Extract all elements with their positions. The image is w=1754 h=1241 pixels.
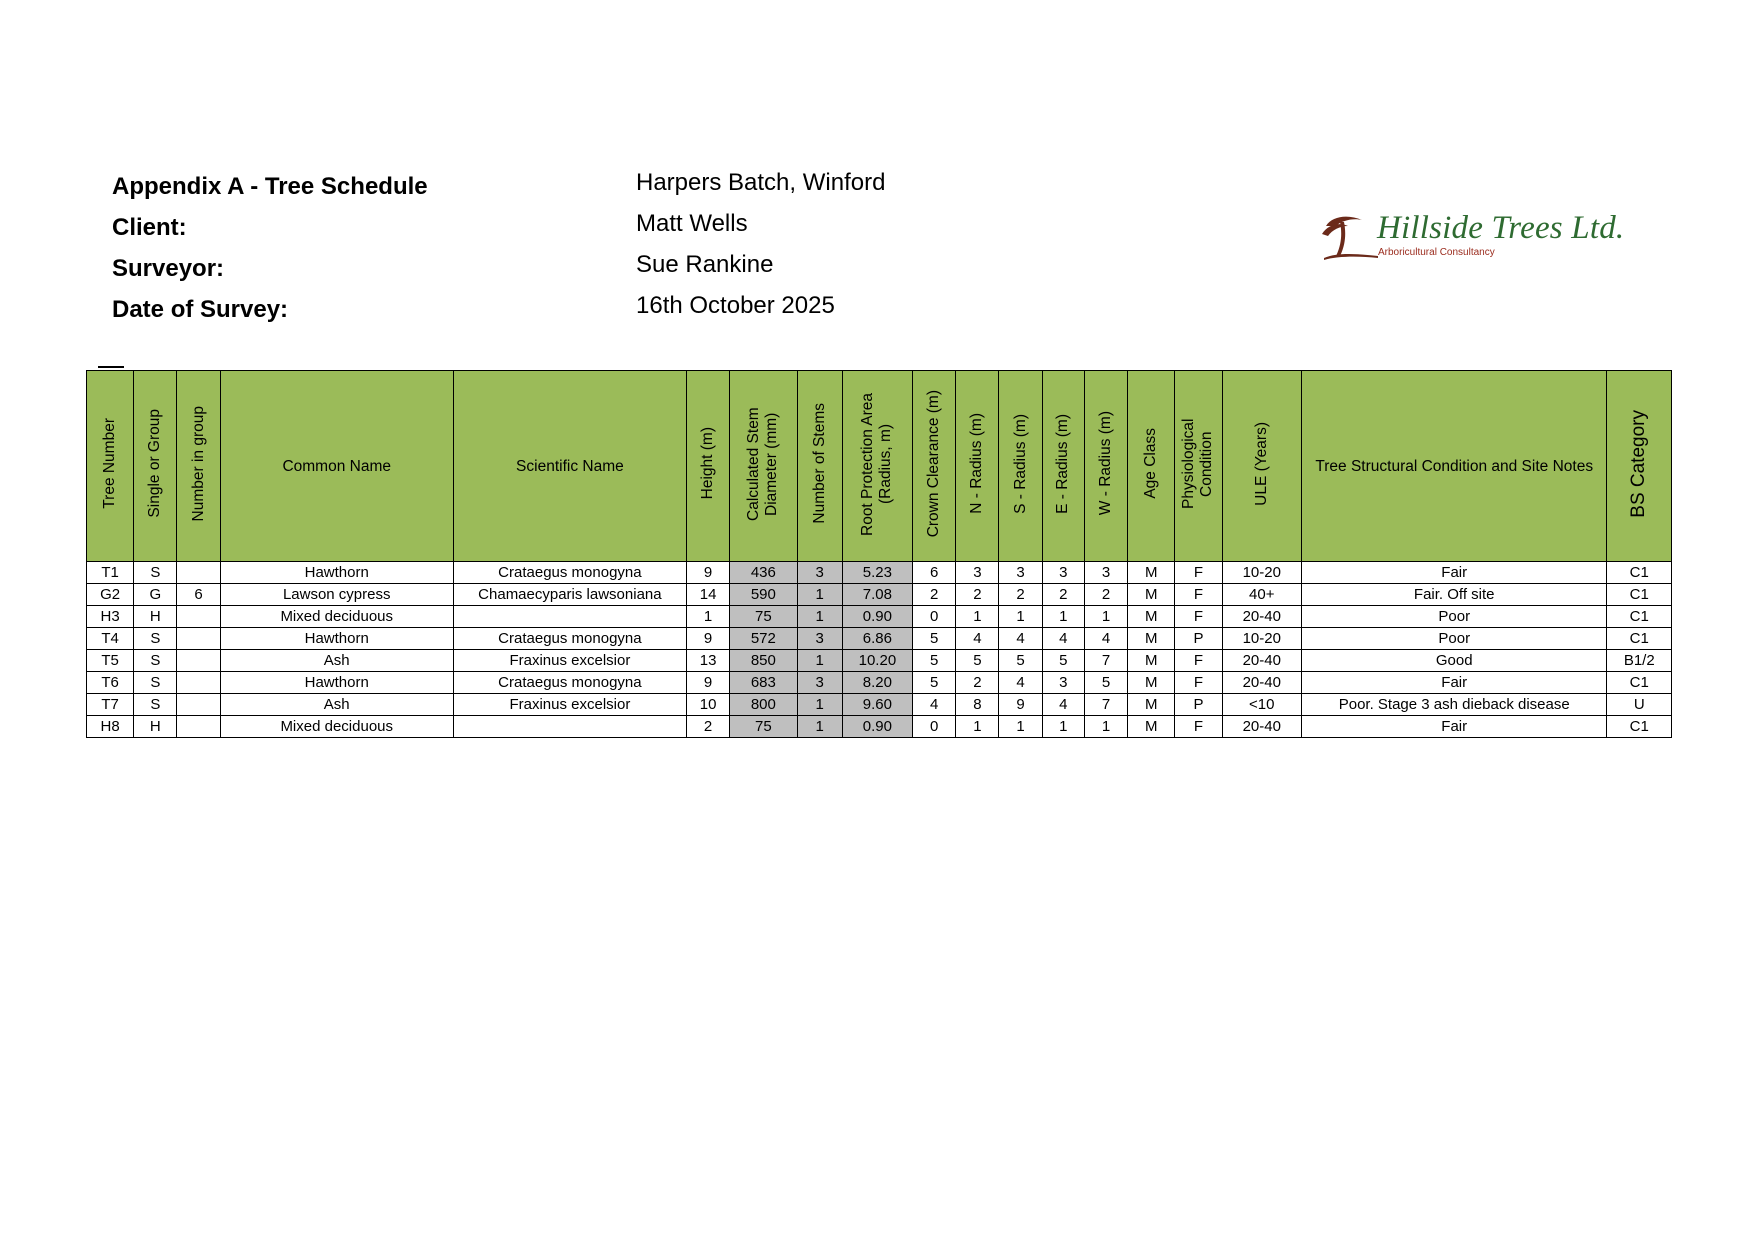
column-header-label: S - Radius (m) — [1011, 413, 1029, 514]
table-row — [87, 716, 1672, 738]
table-cell: F — [1175, 716, 1222, 738]
table-cell: 1 — [797, 716, 842, 738]
table-cell: C1 — [1607, 628, 1672, 650]
table-cell: 8 — [956, 694, 999, 716]
table-cell: 3 — [797, 628, 842, 650]
table-cell: 2 — [956, 584, 999, 606]
col-ule — [1222, 371, 1301, 562]
table-cell: S — [134, 650, 177, 672]
table-cell: 1 — [956, 716, 999, 738]
table-cell: 13 — [686, 650, 729, 672]
marker-line — [98, 366, 124, 368]
table-cell: 2 — [956, 672, 999, 694]
table-row — [87, 694, 1672, 716]
table-cell: T5 — [87, 650, 134, 672]
table-cell: 1 — [797, 694, 842, 716]
col-scientific-name — [453, 371, 686, 562]
table-cell: M — [1128, 672, 1175, 694]
table-cell: P — [1175, 628, 1222, 650]
column-header-label: ULE (Years) — [1252, 421, 1270, 506]
table-cell: G — [134, 584, 177, 606]
table-row — [87, 672, 1672, 694]
table-cell: Crataegus monogyna — [453, 672, 686, 694]
company-logo — [1318, 210, 1628, 266]
site-name: Harpers Batch, Winford — [636, 169, 886, 196]
column-header-label: Single or Group — [146, 409, 164, 518]
table-cell: 1 — [1084, 606, 1127, 628]
table-cell: H — [134, 606, 177, 628]
table-cell: Hawthorn — [220, 672, 453, 694]
table-cell: 6 — [177, 584, 220, 606]
table-cell: Ash — [220, 694, 453, 716]
table-cell: Good — [1301, 650, 1607, 672]
table-cell: Fraxinus excelsior — [453, 650, 686, 672]
table-cell: 5.23 — [842, 562, 912, 584]
table-cell: 14 — [686, 584, 729, 606]
table-cell: 683 — [730, 672, 797, 694]
col-stem-diameter — [730, 371, 797, 562]
tree-logo-icon — [1318, 212, 1380, 264]
table-cell: 4 — [1042, 628, 1084, 650]
table-cell: 590 — [730, 584, 797, 606]
table-cell: B1/2 — [1607, 650, 1672, 672]
table-cell: 0 — [913, 606, 956, 628]
table-cell: Hawthorn — [220, 562, 453, 584]
table-cell: 1 — [1042, 716, 1084, 738]
table-cell: 75 — [730, 606, 797, 628]
table-cell: 1 — [797, 606, 842, 628]
table-row — [87, 584, 1672, 606]
column-header-label: Tree Number — [101, 418, 119, 509]
table-cell: 1 — [999, 716, 1042, 738]
table-cell: Fair — [1301, 716, 1607, 738]
table-cell: 3 — [1084, 562, 1127, 584]
header-labels — [112, 166, 428, 330]
surveyor-label: Surveyor: — [112, 255, 225, 282]
table-cell — [177, 716, 220, 738]
logo-name: Hillside Trees Ltd. — [1377, 210, 1625, 246]
table-cell: 3 — [797, 672, 842, 694]
surveyor-name: Sue Rankine — [636, 251, 774, 278]
table-cell: S — [134, 562, 177, 584]
table-cell: T6 — [87, 672, 134, 694]
table-cell: 3 — [1042, 672, 1084, 694]
table-cell: 4 — [999, 672, 1042, 694]
table-cell: 10 — [686, 694, 729, 716]
table-cell: 800 — [730, 694, 797, 716]
table-cell: 40+ — [1222, 584, 1301, 606]
table-cell: 5 — [1084, 672, 1127, 694]
table-cell: 4 — [913, 694, 956, 716]
table-cell: C1 — [1607, 672, 1672, 694]
table-cell: G2 — [87, 584, 134, 606]
table-cell: S — [134, 694, 177, 716]
table-cell: 3 — [797, 562, 842, 584]
table-cell: 7.08 — [842, 584, 912, 606]
table-cell: 4 — [1042, 694, 1084, 716]
table-row — [87, 562, 1672, 584]
table-cell: 6 — [913, 562, 956, 584]
col-height — [686, 371, 729, 562]
table-cell: 1 — [797, 584, 842, 606]
col-n-radius — [956, 371, 999, 562]
table-cell: 10.20 — [842, 650, 912, 672]
header-values — [636, 162, 885, 326]
table-cell: 2 — [1084, 584, 1127, 606]
table-cell — [177, 672, 220, 694]
table-cell: 9.60 — [842, 694, 912, 716]
table-cell: 4 — [956, 628, 999, 650]
table-cell: H — [134, 716, 177, 738]
col-common-name — [220, 371, 453, 562]
col-single-or-group — [134, 371, 177, 562]
col-e-radius — [1042, 371, 1084, 562]
table-cell: Crataegus monogyna — [453, 562, 686, 584]
table-cell: U — [1607, 694, 1672, 716]
table-cell: Poor. Stage 3 ash dieback disease — [1301, 694, 1607, 716]
table-row — [87, 606, 1672, 628]
table-cell: 20-40 — [1222, 672, 1301, 694]
col-w-radius — [1084, 371, 1127, 562]
table-cell: 4 — [999, 628, 1042, 650]
table-cell: T4 — [87, 628, 134, 650]
survey-date: 16th October 2025 — [636, 292, 835, 319]
client-name: Matt Wells — [636, 210, 748, 237]
table-cell: 10-20 — [1222, 628, 1301, 650]
column-header-label: Root Protection Area (Radius, m) — [859, 391, 895, 536]
table-cell: 850 — [730, 650, 797, 672]
column-header-label: Crown Clearance (m) — [925, 389, 943, 538]
table-header-row — [87, 371, 1672, 562]
table-cell: 572 — [730, 628, 797, 650]
table-cell: M — [1128, 716, 1175, 738]
table-cell — [177, 606, 220, 628]
table-cell: 5 — [956, 650, 999, 672]
table-cell — [453, 716, 686, 738]
table-cell: 9 — [686, 562, 729, 584]
table-cell: C1 — [1607, 606, 1672, 628]
table-cell: 4 — [1084, 628, 1127, 650]
table-body — [87, 562, 1672, 738]
col-structural-notes — [1301, 371, 1607, 562]
table-cell: 9 — [686, 628, 729, 650]
table-cell: 20-40 — [1222, 650, 1301, 672]
table-cell: 5 — [999, 650, 1042, 672]
table-cell: C1 — [1607, 562, 1672, 584]
table-cell: M — [1128, 650, 1175, 672]
table-cell: M — [1128, 694, 1175, 716]
table-cell: 1 — [797, 650, 842, 672]
table-row — [87, 628, 1672, 650]
title-label: Appendix A - Tree Schedule — [112, 173, 428, 200]
table-cell: F — [1175, 672, 1222, 694]
column-header-label: Common Name — [282, 457, 391, 475]
table-cell — [177, 694, 220, 716]
column-header-label: Number of Stems — [810, 403, 828, 524]
col-tree-number — [87, 371, 134, 562]
table-cell — [177, 650, 220, 672]
table-cell: 6.86 — [842, 628, 912, 650]
table-cell: 7 — [1084, 694, 1127, 716]
table-cell: 10-20 — [1222, 562, 1301, 584]
table-cell: 2 — [999, 584, 1042, 606]
table-cell: 5 — [1042, 650, 1084, 672]
table-cell: 3 — [1042, 562, 1084, 584]
table-cell: 2 — [1042, 584, 1084, 606]
table-cell — [177, 562, 220, 584]
column-header-label: Calculated Stem Diameter (mm) — [745, 406, 781, 521]
table-cell: 75 — [730, 716, 797, 738]
column-header-label: Height (m) — [699, 427, 717, 500]
table-cell: 9 — [686, 672, 729, 694]
table-cell: C1 — [1607, 584, 1672, 606]
table-cell: Fair. Off site — [1301, 584, 1607, 606]
table-cell: 5 — [913, 628, 956, 650]
col-age-class — [1128, 371, 1175, 562]
table-cell: Mixed deciduous — [220, 716, 453, 738]
col-crown-clearance — [913, 371, 956, 562]
table-cell: Poor — [1301, 628, 1607, 650]
table-cell: <10 — [1222, 694, 1301, 716]
survey-date-label: Date of Survey: — [112, 296, 289, 323]
table-cell: F — [1175, 606, 1222, 628]
table-cell: 5 — [913, 672, 956, 694]
table-cell: 20-40 — [1222, 716, 1301, 738]
table-cell — [453, 606, 686, 628]
table-cell: Fair — [1301, 672, 1607, 694]
table-cell: F — [1175, 584, 1222, 606]
table-cell: M — [1128, 628, 1175, 650]
table-cell: 1 — [686, 606, 729, 628]
table-cell: Mixed deciduous — [220, 606, 453, 628]
table-cell: 3 — [956, 562, 999, 584]
table-cell: 0.90 — [842, 716, 912, 738]
table-cell: 2 — [913, 584, 956, 606]
table-cell: S — [134, 672, 177, 694]
table-cell: 0 — [913, 716, 956, 738]
table-cell: T7 — [87, 694, 134, 716]
table-cell: 1 — [1084, 716, 1127, 738]
table-cell: F — [1175, 650, 1222, 672]
table-cell: Hawthorn — [220, 628, 453, 650]
table-cell: Fraxinus excelsior — [453, 694, 686, 716]
table-cell: H3 — [87, 606, 134, 628]
col-bs-category — [1607, 371, 1672, 562]
column-header-label: Tree Structural Condition and Site Notes — [1315, 457, 1594, 475]
col-s-radius — [999, 371, 1042, 562]
table-cell — [177, 628, 220, 650]
column-header-label: Age Class — [1142, 428, 1160, 499]
col-physiological-condition — [1175, 371, 1222, 562]
table-cell: C1 — [1607, 716, 1672, 738]
table-cell: 9 — [999, 694, 1042, 716]
col-number-in-group — [177, 371, 220, 562]
table-cell: 5 — [913, 650, 956, 672]
table-cell: M — [1128, 562, 1175, 584]
table-cell: Ash — [220, 650, 453, 672]
table-cell: 8.20 — [842, 672, 912, 694]
table-row — [87, 650, 1672, 672]
table-cell: Fair — [1301, 562, 1607, 584]
table-cell: M — [1128, 584, 1175, 606]
table-cell: T1 — [87, 562, 134, 584]
column-header-label: BS Category — [1628, 409, 1650, 518]
table-cell: M — [1128, 606, 1175, 628]
client-label: Client: — [112, 214, 187, 241]
logo-tagline: Arboricultural Consultancy — [1378, 247, 1495, 258]
column-header-label: W - Radius (m) — [1096, 411, 1114, 516]
table-cell: S — [134, 628, 177, 650]
table-cell: Chamaecyparis lawsoniana — [453, 584, 686, 606]
table-cell: H8 — [87, 716, 134, 738]
table-cell: Crataegus monogyna — [453, 628, 686, 650]
table-cell: 436 — [730, 562, 797, 584]
column-header-label: Scientific Name — [516, 457, 624, 475]
column-header-label: Number in group — [189, 405, 207, 522]
table-cell: 20-40 — [1222, 606, 1301, 628]
table-cell: 1 — [956, 606, 999, 628]
table-cell: F — [1175, 562, 1222, 584]
table-cell: 0.90 — [842, 606, 912, 628]
table-cell: P — [1175, 694, 1222, 716]
column-header-label: E - Radius (m) — [1054, 413, 1072, 514]
table-cell: Poor — [1301, 606, 1607, 628]
column-header-label: Physiological Condition — [1180, 418, 1216, 509]
table-cell: Lawson cypress — [220, 584, 453, 606]
table-cell: 1 — [1042, 606, 1084, 628]
table-cell: 2 — [686, 716, 729, 738]
col-root-protection-area — [842, 371, 912, 562]
table-cell: 3 — [999, 562, 1042, 584]
tree-schedule-table — [86, 370, 1672, 738]
table-cell: 1 — [999, 606, 1042, 628]
column-header-label: N - Radius (m) — [968, 413, 986, 514]
col-number-of-stems — [797, 371, 842, 562]
table-cell: 7 — [1084, 650, 1127, 672]
